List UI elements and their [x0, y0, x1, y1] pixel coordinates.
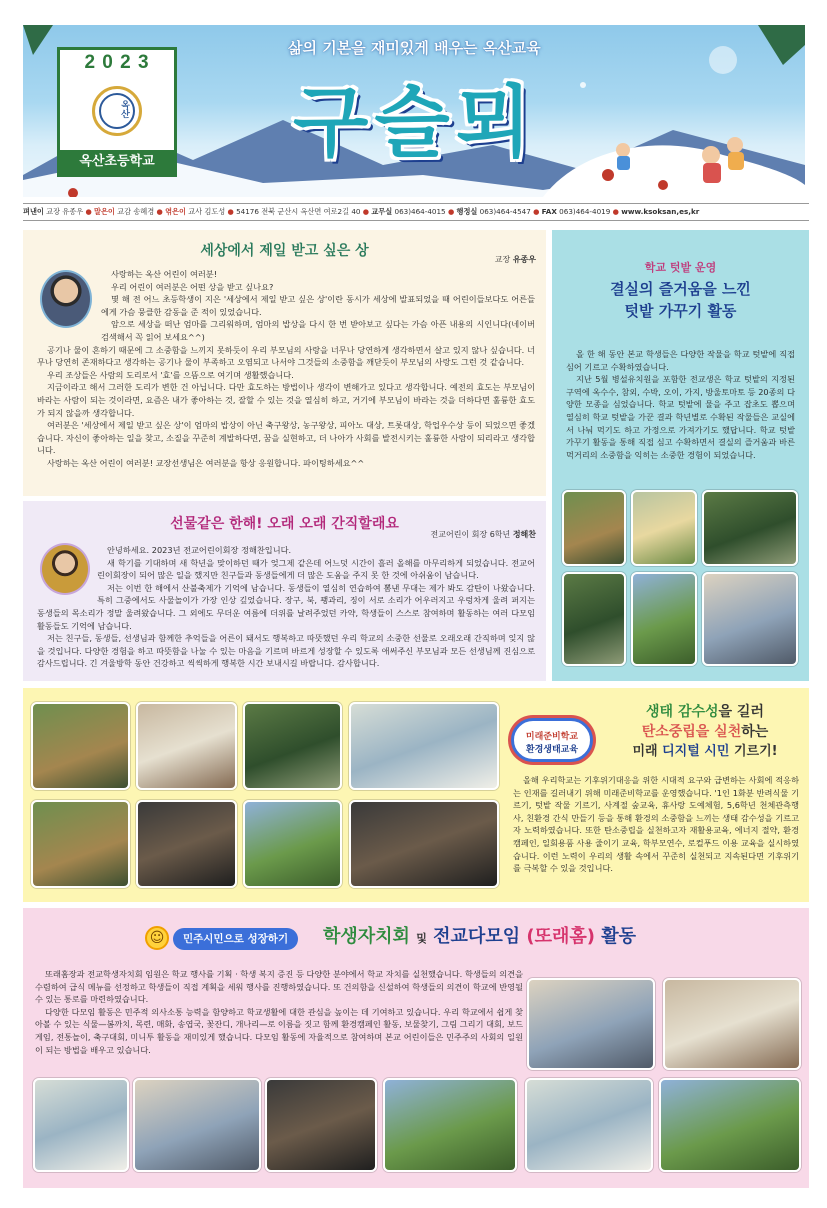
eco-photo	[349, 800, 499, 888]
year-label: 2 0 2 3	[84, 52, 150, 73]
garden-photo	[562, 490, 626, 566]
eco-title-f: 디지털 시민	[662, 744, 730, 759]
eco-title-d: 하는	[741, 724, 769, 740]
paragraph: 우리 조상들은 사람의 도리로서 '효'를 으뜸으로 여기며 생활했습니다.	[47, 369, 294, 380]
publisher: 교장 유종우	[46, 207, 84, 216]
council-title-e: 활동	[601, 926, 637, 947]
council-photo	[383, 1078, 517, 1172]
eco-photo	[136, 702, 237, 790]
smile-icon: ☺	[145, 926, 169, 950]
eco-title-e: 미래	[632, 744, 663, 759]
admin-tel: 063)464-4547	[479, 207, 531, 216]
badge-line1: 미래준비학교	[525, 732, 579, 742]
compiler-label: 엮은이	[165, 207, 186, 216]
byline-name: 정해찬	[512, 530, 536, 539]
article2-byline	[431, 529, 536, 540]
president-article	[23, 501, 546, 681]
staff-label: 교무실	[371, 207, 393, 216]
paragraph: 사랑하는 옥산 어린이 여러분! 교장선생님은 여러분을 항상 응원합니다. 파이팅하세요^^	[47, 457, 365, 468]
masthead-banner	[23, 25, 805, 197]
paragraph: 사랑하는 옥산 어린이 여러분!	[111, 269, 217, 279]
website-link[interactable]: www.ksoksan,es,kr	[621, 207, 700, 216]
paragraph: 저는 친구들, 동생들, 선생님과 함께한 추억들을 어른이 돼서도 행복하고 따뜻했던 우리 학교의 소중한 선물로 오래오래 간직하며 잊지 않을 것입니다. 다양한 경험을 하고 따뜻함을 나눌 수 있는 마음을 기르며 바르게 성장할 수 있도록 애써주신 부모님과 모든 선생님께 진심으로 감사드립니다. 긴 겨울방학 동안 건강하고 씩씩하게 행복한 시간 보내시길 바랍니다. 감사합니다.	[37, 633, 535, 669]
school-badge	[57, 47, 177, 177]
editor-label: 말은이	[94, 207, 115, 216]
paragraph: 몇 해 전 어느 초등학생이 지은 '세상에서 제일 받고 싶은 상'이란 동시가 세상에 발표되었을 때 어린이들보다도 어른들에게 가슴 뭉클한 감동을 준 적이 있었습니다.	[101, 294, 535, 317]
eco-title-c: 탄소중립을 실천	[641, 724, 742, 740]
eco-photo	[243, 702, 342, 790]
council-photo	[663, 978, 801, 1070]
council-photo	[133, 1078, 261, 1172]
principal-article	[23, 230, 546, 496]
garden-body	[566, 348, 795, 461]
council-photo	[525, 1078, 653, 1172]
eco-photo	[243, 800, 342, 888]
article1-title: 세상에서 제일 받고 싶은 상	[200, 243, 369, 259]
badge-line2: 환경생태교육	[525, 745, 579, 755]
publisher-label: 펴낸이	[23, 207, 44, 216]
garden-title-line2: 텃밭 가꾸기 활동	[624, 302, 737, 320]
admin-label: 행정실	[456, 207, 478, 216]
fax: 063)464-4019	[559, 207, 611, 216]
paragraph: 여러분은 '세상에서 제일 받고 싶은 상'이 엄마의 밥상이 아닌 축구왕상, 농구왕상, 피아노 대상, 트롯대상, 학업우수상 등이 되었으면 좋겠습니다. 자신이 좋아하는 일을 찾고, 소질을 꾸준히 계발하다면, 꿈을 실현하고, 더 나아가 사회를 발전시키는 훌륭한 사람이 되리라고 생각합니다.	[37, 420, 535, 456]
article1-body	[37, 268, 535, 470]
paragraph: 저는 이번 한 해에서 산불축제가 기억에 남습니다. 동생들이 열심히 연습하여 뽐낸 무대는 제가 봐도 감탄이 나왔습니다. 특히 그중에서도 사물놀이가 가장 인상 깊었습니다. 장구, 북, 꽹과리, 징이 서로 소리가 어우러지고 우렁차게 울려 퍼지는 동생들의 목소리가 정말 울려왔습니다. 그 외에도 무더운 여름에 더위를 날려주었던 카약, 학생들이 스스로 참여하며 활동하는 여러 다모임 활동들도 기억에 남습니다.	[37, 582, 535, 631]
garden-title-line1: 결실의 즐거움을 느낀	[610, 280, 751, 298]
fax-label: FAX	[541, 207, 557, 216]
editor: 교감 송혜경	[117, 207, 155, 216]
eco-photo	[136, 800, 237, 888]
staff-tel: 063)464-4015	[394, 207, 446, 216]
garden-section	[552, 230, 809, 681]
compiler: 교사 김도성	[188, 207, 226, 216]
council-photo	[265, 1078, 377, 1172]
paragraph: 지난 5월 병설유치원을 포함한 전교생은 학교 텃밭의 지정된 구역에 옥수수, 참외, 수박, 오이, 가지, 방울토마토 등 20종의 다양한 모종을 심었습니다. 학교 텃밭에 물을 주고 잡초도 뽑으며 열심히 학교 텃밭을 가꾼 결과 학년별로 수확된 작물들은 교실에서 나눠 먹기도 하고 가정으로 가져가기도 했답니다. 학교 텃밭 가꾸기 활동을 통해 직접 심고 수확하면서 결실의 즐거움과 바른 먹거리의 소중함을 익히는 소중한 경험이 되었습니다.	[566, 374, 795, 460]
paragraph: 암으로 세상을 떠난 엄마를 그리워하며, 엄마의 밥상을 다시 한 번 받아보고 싶다는 가슴 아픈 내용의 시인니다(네이버 검색해서 꼭 읽어 보세요^^)	[101, 319, 535, 342]
council-title-a: 학생자치회	[323, 926, 410, 947]
paragraph: 올 한 해 동안 본교 학생들은 다양한 작물을 학교 텃밭에 직접 심어 기르고 수확하였습니다.	[566, 349, 795, 372]
eco-photo	[349, 702, 499, 790]
article1-byline	[495, 254, 536, 265]
school-name: 옥산초등학교	[60, 150, 174, 174]
council-photo	[527, 978, 655, 1070]
paragraph: 안녕하세요. 2023년 전교어린이회장 정해찬입니다.	[107, 545, 292, 555]
byline-role: 전교어린이 회장 6학년	[430, 530, 511, 539]
eco-title-g: 기르기!	[729, 744, 778, 759]
eco-badge	[511, 718, 593, 762]
eco-photo	[31, 800, 130, 888]
paragraph: 우리 어린이 여러분은 어떤 상을 받고 싶나요?	[111, 281, 274, 292]
garden-photo	[702, 490, 798, 566]
garden-photo	[702, 572, 798, 666]
council-body	[35, 968, 523, 1056]
slogan: 삶의 기본을 재미있게 배우는 옥산교육	[288, 39, 541, 57]
eco-title-b: 을 길러	[718, 704, 764, 720]
byline-role: 교장	[494, 255, 511, 264]
eco-body: 올해 우리학교는 기후위기대응을 위한 시대적 요구와 급변하는 사회에 적응하는 인재를 길러내기 위해 미래준비학교를 운영했습니다. '1인 1화분 반려식물 기르기, 텃밭 작물 기르기, 사계절 숲교육, 휴사랑 도예체험, 5,6학년 천체관측행사, 친환경 간식 만들기 등을 통해 환경의 소중함을 느끼는 생태 감수성을 기르고자 노력하였습니다. 또한 탄소중립을 실천하고자 재활용교육, 에너지 절약, 환경캠페인, 일회용품 사용 줄이기 교육, 학부모연수, 로컬푸드 이용 교육을 실시하였습니다. 이런 노력이 우리의 생활 속에서 꾸준히 실천되고 지속된다면 기후위기를 극복할 수 있을 것입니다.	[513, 775, 799, 874]
council-title-b: 및	[416, 932, 427, 945]
emblem-text: 옥산	[119, 100, 129, 118]
paragraph: 공기나 물이 흔하기 때문에 그 소중함을 느끼지 못하듯이 우리 부모님의 사랑을 너무나 당연하게 생각하면서 살고 있지 않나 싶습니다. 너무나 당연히 존재하다고 생각하는 공기나 물이 부족하고 오염되고 나서야 그것들의 소중함을 깨닫듯이 부모님의 사랑도 그런 것 같습니다.	[37, 344, 535, 368]
eco-photo	[31, 702, 130, 790]
paragraph: 지금이라고 해서 그러한 도리가 변한 건 아닙니다. 다만 효도하는 방법이나 생각이 변해가고 있다고 생각합니다. 예전의 효도는 부모님이 바라는 사람이 되는 것이라면, 요즘은 내가 좋아하는 것, 잘할 수 있는 것을 열심히 하고, 거기에 부모님이 바라는 것을 더하다면 훌륭한 효도가 되지 않을까 생각합니다.	[37, 382, 535, 418]
garden-kicker: 학교 텃밭 운영	[644, 261, 717, 274]
garden-photo	[631, 572, 697, 666]
paragraph: 새 학기를 기대하며 새 학년을 맞이하던 때가 엊그제 같은데 어느덧 시간이 흘러 올해를 마무리하게 되었습니다. 전교어린이회장이 되어 많은 일을 했지만 친구들과 동생들에게 더 많은 도움을 주지 못 한 것에 아쉬움이 남습니다.	[97, 557, 535, 581]
council-section	[23, 908, 809, 1188]
council-pill: 민주시민으로 성장하기	[173, 928, 298, 950]
council-title	[323, 922, 636, 948]
council-title-c: 전교다모임	[433, 926, 521, 947]
school-emblem	[92, 86, 142, 136]
newsletter-title: 구슬뫼	[293, 78, 538, 168]
garden-photo	[631, 490, 697, 566]
eco-section	[23, 688, 809, 902]
article2-title: 선물같은 한해! 오래 오래 간직할래요	[170, 516, 399, 532]
paragraph: 다양한 다모임 활동은 민주적 의사소통 능력을 함양하고 학교생활에 대한 관심을 높이는 데 기여하고 있습니다. 우리 학교에서 쉽게 찾아볼 수 있는 식물—봄까치, 목련, 매화, 송엽국, 꽃잔디, 개나리—로 이름을 짓고 함께 환경캠페인 활동, 보물찾기, 그림 그리기 대회, 보드게임, 전통놀이, 축구대회, 미니투 활동을 재미있게 했습니다. 다모임 활동에 자율적으로 참여하며 본교 어린이들은 민주주의 사회의 일원이 되는 방법을 배우고 있습니다.	[35, 1006, 523, 1055]
address: 54176 전북 군산시 옥산면 여로2길 40	[236, 207, 361, 216]
council-photo	[659, 1078, 801, 1172]
eco-title-a: 생태 감수성	[646, 704, 719, 720]
info-bar: 펴낸이 교장 유종우 ● 말은이 교감 송혜경 ● 엮은이 교사 김도성 ● 54176 전북 군산시 옥산면 여로2길 40 ● 교무실 063)464-4015 ● 행정실 063)464-4547 ● FAX 063)464-4019 ● www.ksoksan,es,kr	[23, 203, 809, 221]
article2-body	[37, 544, 535, 670]
garden-photo	[562, 572, 626, 666]
byline-name: 유종우	[512, 255, 536, 264]
paragraph: 또래홈장과 전교학생자치회 임원은 학교 행사를 기획 · 학생 복지 증진 등 다양한 분야에서 학교 자치를 실천했습니다. 학생들의 의견을 수렴하여 급식 메뉴를 선정하고 학생들이 직접 계획을 세워 행사를 진행하였습니다. 또 건의함을 신설하여 학생들의 의견이 학교에 반영될 수 있는 통로를 마련하였습니다.	[35, 969, 523, 1005]
council-photo	[33, 1078, 129, 1172]
council-title-d: (또래홈)	[526, 926, 596, 947]
eco-title	[605, 702, 805, 762]
